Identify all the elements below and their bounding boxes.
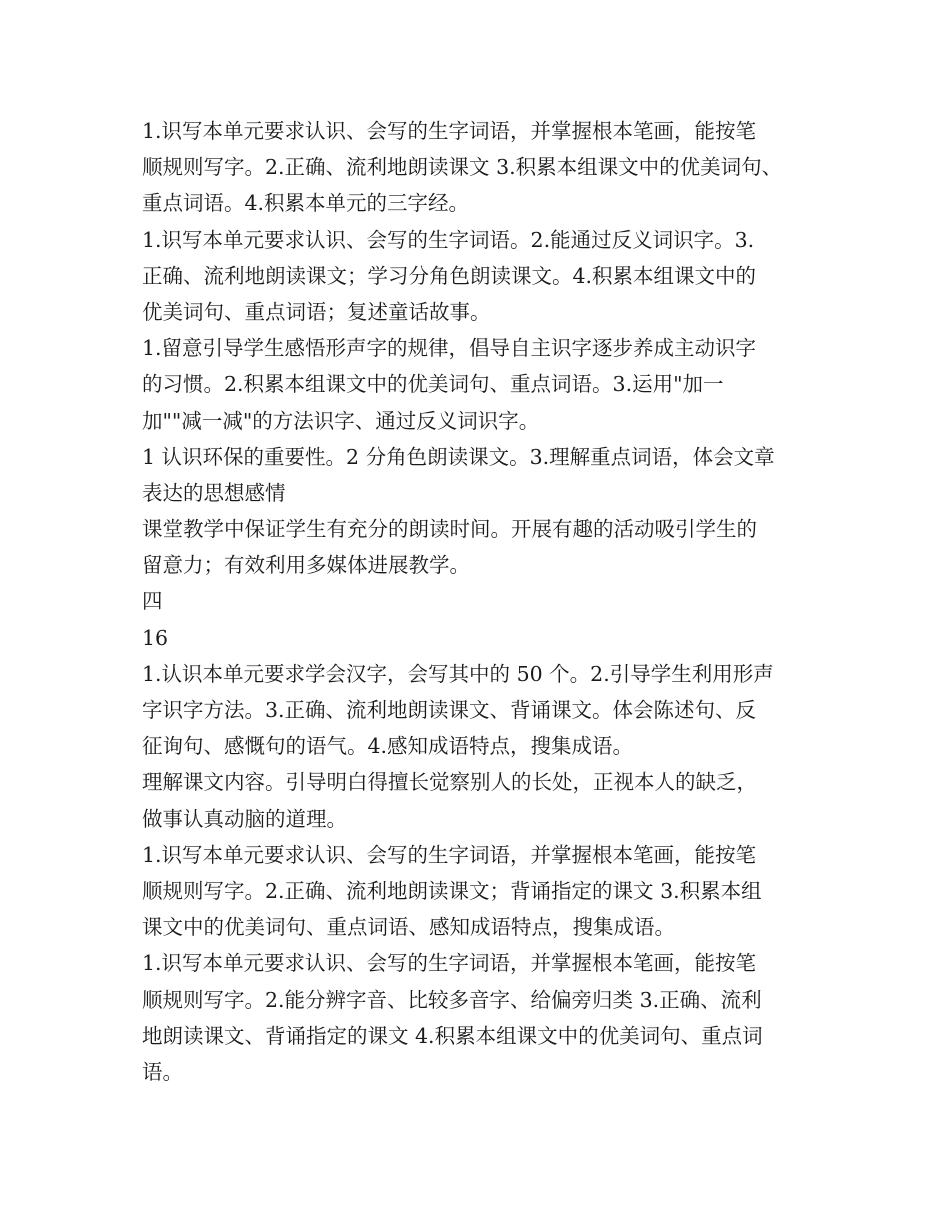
paragraph-understanding xyxy=(142,764,832,836)
text-line: 做事认真动脑的道理。 xyxy=(142,806,347,831)
paragraph-goals-unit-c xyxy=(142,837,832,946)
text-line: 1 认识环保的重要性。2 分角色朗读课文。3.理解重点词语，体会文章 xyxy=(142,444,775,469)
text-line: 1.识写本单元要求认识、会写的生字词语，并掌握根本笔画，能按笔 xyxy=(142,119,757,143)
text-line: 表达的思想感情 xyxy=(142,480,286,505)
text-line: 顺规则写字。2.正确、流利地朗读课文；背诵指定的课文 3.积累本组 xyxy=(142,878,762,903)
document-body xyxy=(142,113,832,1090)
paragraph-goals-unit-b xyxy=(142,222,832,331)
text-line: 课文中的优美词句、重点词语、感知成语特点，搜集成语。 xyxy=(142,915,675,940)
text-line: 课堂教学中保证学生有充分的朗读时间。开展有趣的活动吸引学生的 xyxy=(142,517,757,542)
hours-count xyxy=(142,620,832,656)
text-line: 1.认识本单元要求学会汉字，会写其中的 50 个。2.引导学生利用形声 xyxy=(142,661,774,686)
text-line: 加""减一减"的方法识字、通过反义词识字。 xyxy=(142,408,540,433)
text-line: 1.识写本单元要求认识、会写的生字词语。2.能通过反义词识字。3. xyxy=(142,227,755,252)
text-line: 顺规则写字。2.正确、流利地朗读课文 3.积累本组课文中的优美词句、 xyxy=(142,155,783,180)
text-line: 1.识写本单元要求认识、会写的生字词语，并掌握根本笔画，能按笔 xyxy=(142,951,757,976)
text-line: 1.留意引导学生感悟形声字的规律，倡导自主识字逐步养成主动识字 xyxy=(142,336,757,361)
text-line: 语。 xyxy=(142,1059,183,1084)
text-line: 的习惯。2.积累本组课文中的优美词句、重点词语。3.运用"加一 xyxy=(142,372,724,397)
text-line: 字识字方法。3.正确、流利地朗读课文、背诵课文。体会陈述句、反 xyxy=(142,698,757,722)
text-line: 1.识写本单元要求认识、会写的生字词语，并掌握根本笔画，能按笔 xyxy=(142,842,757,867)
text-line: 顺规则写字。2.能分辨字音、比较多音字、给偏旁归类 3.正确、流利 xyxy=(142,987,762,1012)
text-line: 征询句、感慨句的语气。4.感知成语特点，搜集成语。 xyxy=(142,734,634,759)
paragraph-key-points xyxy=(142,330,832,439)
text-line: 四 xyxy=(142,589,163,614)
paragraph-measures xyxy=(142,511,832,583)
paragraph-goals-unit-a xyxy=(142,113,832,222)
text-line: 16 xyxy=(142,625,169,650)
paragraph-difficulties xyxy=(142,439,832,511)
text-line: 理解课文内容。引导明白得擅长觉察别人的长处，正视本人的缺乏， xyxy=(142,770,757,795)
text-line: 优美词句、重点词语；复述童话故事。 xyxy=(142,299,491,324)
text-line: 重点词语。4.积累本单元的三字经。 xyxy=(142,191,470,216)
paragraph-goals-unit-four xyxy=(142,656,832,765)
text-line: 留意力；有效利用多媒体进展教学。 xyxy=(142,553,470,578)
unit-number xyxy=(142,583,832,619)
text-line: 地朗读课文、背诵指定的课文 4.积累本组课文中的优美词句、重点词 xyxy=(142,1023,763,1048)
text-line: 正确、流利地朗读课文；学习分角色朗读课文。4.积累本组课文中的 xyxy=(142,263,757,288)
paragraph-goals-unit-d xyxy=(142,945,832,1090)
